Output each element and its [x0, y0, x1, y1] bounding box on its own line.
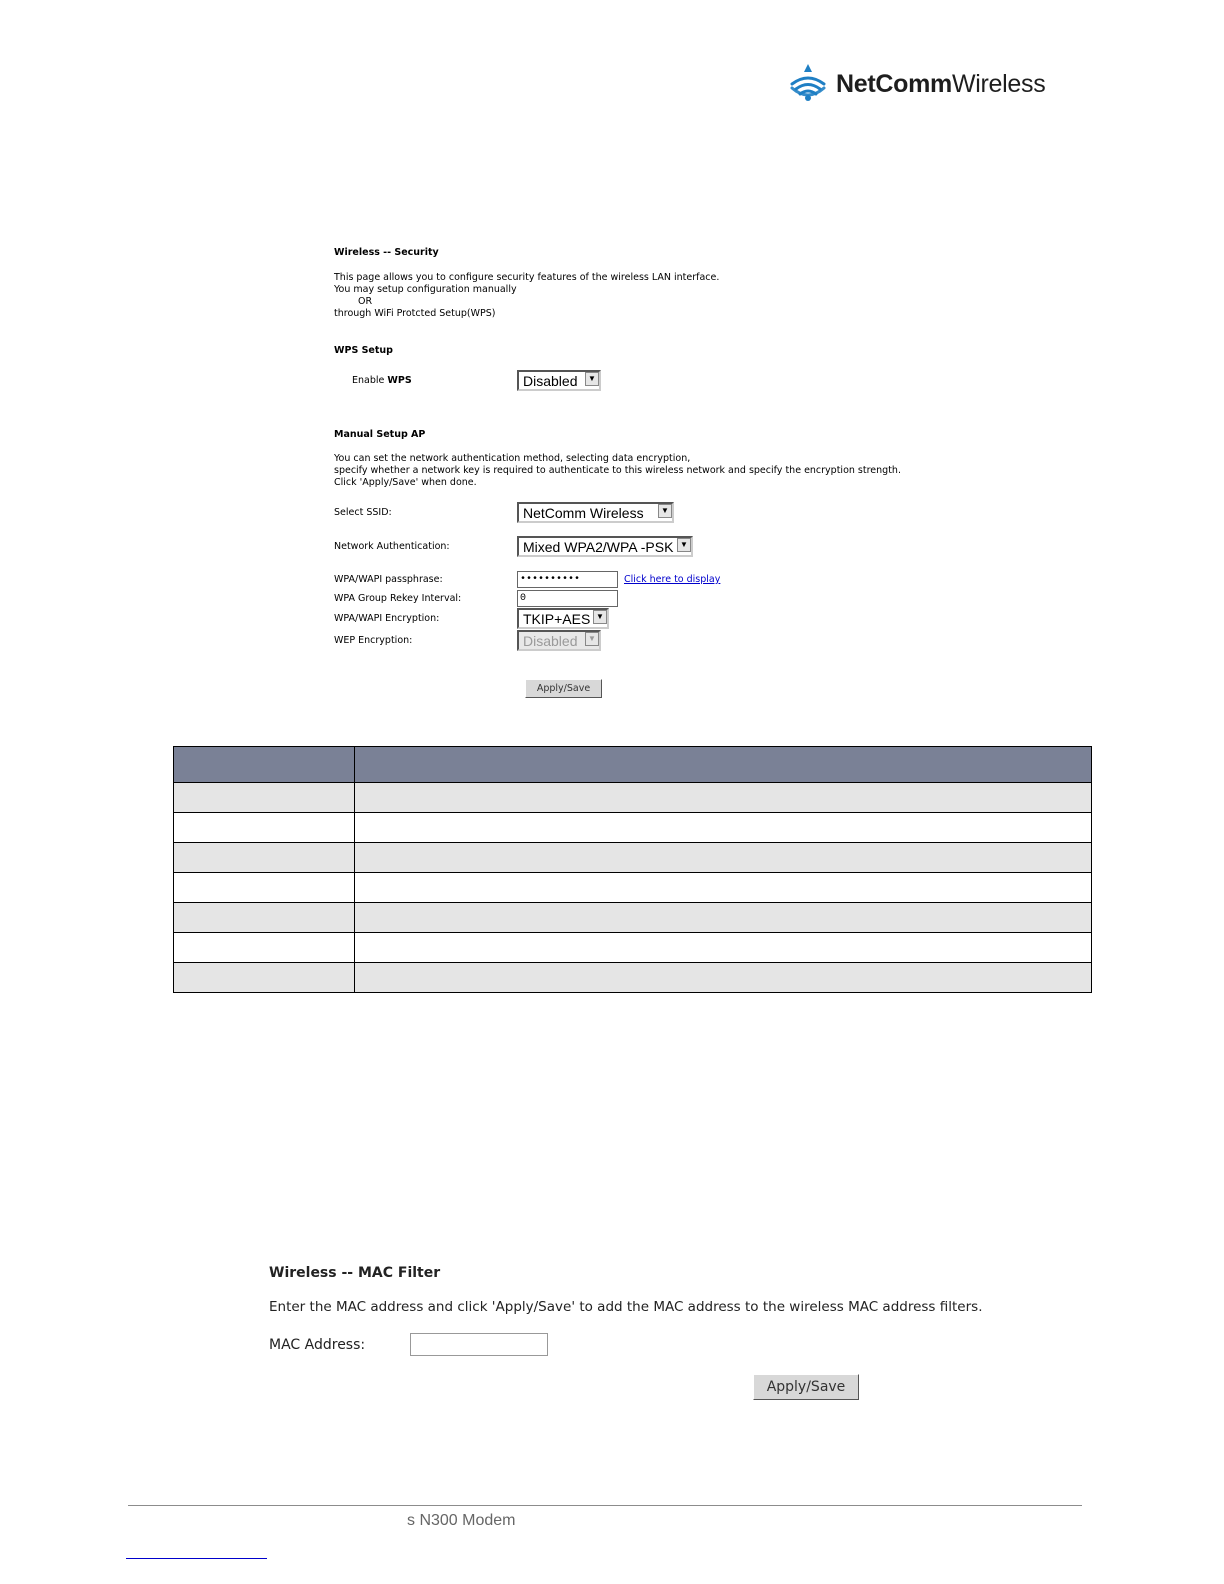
logo-text: NetCommWireless	[836, 69, 1046, 98]
intro-line-3: OR	[358, 296, 373, 307]
manual-desc-3: Click 'Apply/Save' when done.	[334, 477, 477, 488]
table-row	[174, 963, 1092, 993]
manual-desc-1: You can set the network authentication method, selecting data encryption,	[334, 453, 691, 464]
security-apply-save-button[interactable]: Apply/Save	[525, 679, 602, 698]
footer-link-underline	[126, 1558, 267, 1559]
ssid-label: Select SSID:	[334, 507, 392, 518]
security-title: Wireless -- Security	[334, 247, 439, 258]
wifi-logo-icon	[786, 62, 830, 106]
rekey-label: WPA Group Rekey Interval:	[334, 593, 462, 604]
enable-wps-select[interactable]: Disabled ▼	[517, 370, 601, 391]
passphrase-label: WPA/WAPI passphrase:	[334, 574, 443, 585]
mac-address-label: MAC Address:	[269, 1337, 366, 1353]
table-row	[174, 783, 1092, 813]
chevron-down-icon: ▼	[593, 610, 607, 624]
enable-wps-label: Enable WPS	[352, 375, 412, 386]
wep-encryption-select[interactable]: Disabled ▼	[517, 630, 601, 651]
chevron-down-icon: ▼	[585, 372, 599, 386]
mac-filter-title: Wireless -- MAC Filter	[269, 1265, 441, 1281]
mac-apply-save-button[interactable]: Apply/Save	[753, 1374, 859, 1400]
table-row	[174, 873, 1092, 903]
chevron-down-icon: ▼	[658, 504, 672, 518]
mac-filter-desc: Enter the MAC address and click 'Apply/Save' to add the MAC address to the wireless MAC address filters.	[269, 1299, 983, 1315]
table-row	[174, 933, 1092, 963]
settings-table	[173, 746, 1092, 993]
footer-text: s N300 Modem	[407, 1512, 516, 1529]
rekey-interval-input[interactable]: 0	[517, 590, 618, 607]
table-row	[174, 843, 1092, 873]
network-auth-label: Network Authentication:	[334, 541, 450, 552]
intro-line-4: through WiFi Protcted Setup(WPS)	[334, 308, 496, 319]
table-row	[174, 813, 1092, 843]
encryption-select[interactable]: TKIP+AES ▼	[517, 608, 609, 629]
passphrase-input[interactable]: ••••••••••	[517, 571, 618, 588]
chevron-down-icon: ▼	[677, 538, 691, 552]
table-header-cell	[174, 747, 355, 783]
manual-desc-2: specify whether a network key is required to authenticate to this wireless network and specify the encryption strength.	[334, 465, 901, 476]
footer-divider	[128, 1505, 1082, 1506]
chevron-down-icon: ▼	[585, 632, 599, 646]
table-row	[174, 903, 1092, 933]
ssid-select[interactable]: NetComm Wireless ▼	[517, 502, 674, 523]
wep-encryption-label: WEP Encryption:	[334, 635, 413, 646]
table-header-cell	[355, 747, 1092, 783]
encryption-label: WPA/WAPI Encryption:	[334, 613, 440, 624]
mac-address-input[interactable]	[410, 1333, 548, 1356]
netcomm-logo	[786, 62, 1045, 106]
network-auth-select[interactable]: Mixed WPA2/WPA -PSK ▼	[517, 536, 693, 557]
table-header-row	[174, 747, 1092, 783]
intro-line-1: This page allows you to configure security features of the wireless LAN interface.	[334, 272, 720, 283]
manual-setup-heading: Manual Setup AP	[334, 429, 426, 440]
wps-heading: WPS Setup	[334, 345, 393, 356]
intro-line-2: You may setup configuration manually	[334, 284, 517, 295]
click-to-display-link[interactable]: Click here to display	[624, 574, 721, 585]
